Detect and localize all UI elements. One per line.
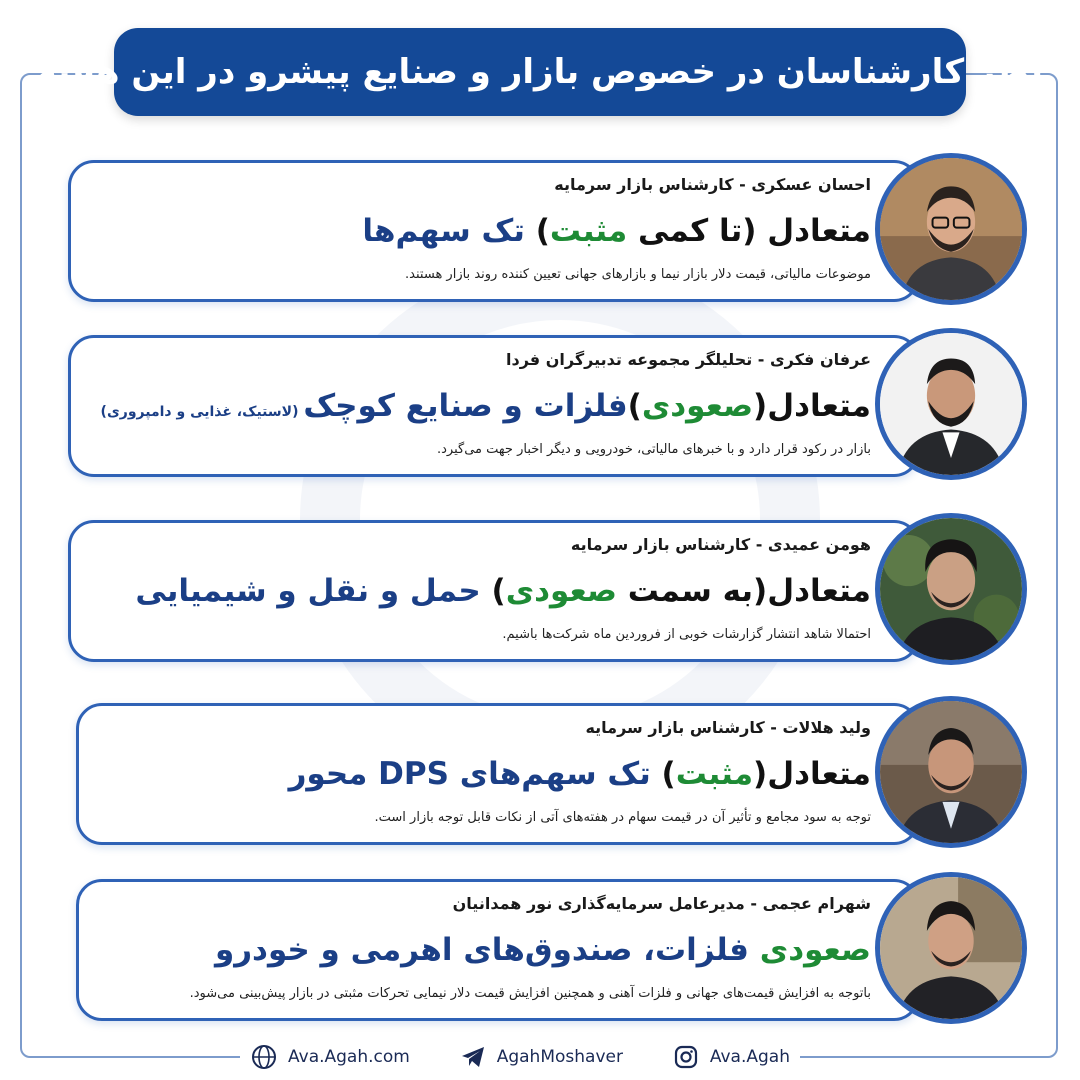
telegram-link[interactable]: AgahMoshaver <box>496 1047 623 1067</box>
expert-note: موضوعات مالیاتی، قیمت دلار بازار نیما و بازارهای جهانی تعیین کننده روند بازار هستند. <box>405 267 871 282</box>
portrait-photo <box>880 158 1022 300</box>
portrait-photo <box>880 877 1022 1019</box>
verdict: صعودی فلزات، صندوق‌های اهرمی و خودرو <box>214 932 871 968</box>
avatar-expert-5 <box>875 872 1027 1024</box>
expert-note: بازار در رکود قرار دارد و با خبرهای مالیاتی، خودرویی و دیگر اخبار جهت می‌گیرد. <box>437 442 871 457</box>
expert-card-3 <box>68 520 920 662</box>
avatar-expert-2 <box>875 328 1027 480</box>
expert-card-2 <box>68 335 920 477</box>
expert-name-title: عرفان فکری - تحلیلگر مجموعه تدبیرگران فردا <box>506 350 871 369</box>
avatar-expert-1 <box>875 153 1027 305</box>
instagram-icon <box>672 1043 700 1071</box>
expert-name-title: احسان عسکری - کارشناس بازار سرمایه <box>554 175 871 194</box>
avatar-expert-3 <box>875 513 1027 665</box>
instagram-link[interactable]: Ava.Agah <box>709 1047 790 1067</box>
footer-instagram[interactable] <box>672 1043 790 1071</box>
verdict: متعادل(مثبت) تک سهم‌های DPS محور <box>288 756 871 792</box>
avatar-expert-4 <box>875 696 1027 848</box>
footer-telegram[interactable] <box>459 1043 623 1071</box>
verdict: متعادل (تا کمی مثبت) تک سهم‌ها <box>362 213 871 249</box>
portrait-photo <box>880 518 1022 660</box>
page-title: نظر کارشناسان در خصوص بازار و صنایع پیشرو در این هفته <box>37 52 1043 92</box>
expert-card-4 <box>76 703 920 845</box>
expert-note: احتمالا شاهد انتشار گزارشات خوبی از فروردین ماه شرکت‌ها باشیم. <box>502 627 871 642</box>
expert-name-title: هومن عمیدی - کارشناس بازار سرمایه <box>570 535 871 554</box>
verdict: متعادل(صعودی)فلزات و صنایع کوچک (لاستیک، غذایی و دامپروری) <box>100 388 871 424</box>
portrait-photo <box>880 333 1022 475</box>
telegram-icon <box>459 1043 487 1071</box>
website-link[interactable]: Ava.Agah.com <box>288 1047 410 1067</box>
expert-note: باتوجه به افزایش قیمت‌های جهانی و فلزات آهنی و همچنین افزایش قیمت دلار نیمایی تحرکات مثبتی در بازار پیش‌بینی می‌شود. <box>189 986 871 1001</box>
globe-icon <box>250 1043 278 1071</box>
portrait-photo <box>880 701 1022 843</box>
expert-name-title: ولید هلالات - کارشناس بازار سرمایه <box>585 718 871 737</box>
verdict: متعادل(به سمت صعودی) حمل و نقل و شیمیایی <box>135 573 871 609</box>
expert-card-5 <box>76 879 920 1021</box>
expert-card-1 <box>68 160 920 302</box>
footer-website[interactable] <box>250 1043 410 1071</box>
expert-name-title: شهرام عجمی - مدیرعامل سرمایه‌گذاری نور همدانیان <box>452 894 871 913</box>
footer-contacts <box>240 1040 800 1074</box>
expert-note: توجه به سود مجامع و تأثیر آن در قیمت سهام در هفته‌های آتی از نکات قابل توجه بازار است. <box>374 810 871 825</box>
title-banner <box>37 28 1043 116</box>
